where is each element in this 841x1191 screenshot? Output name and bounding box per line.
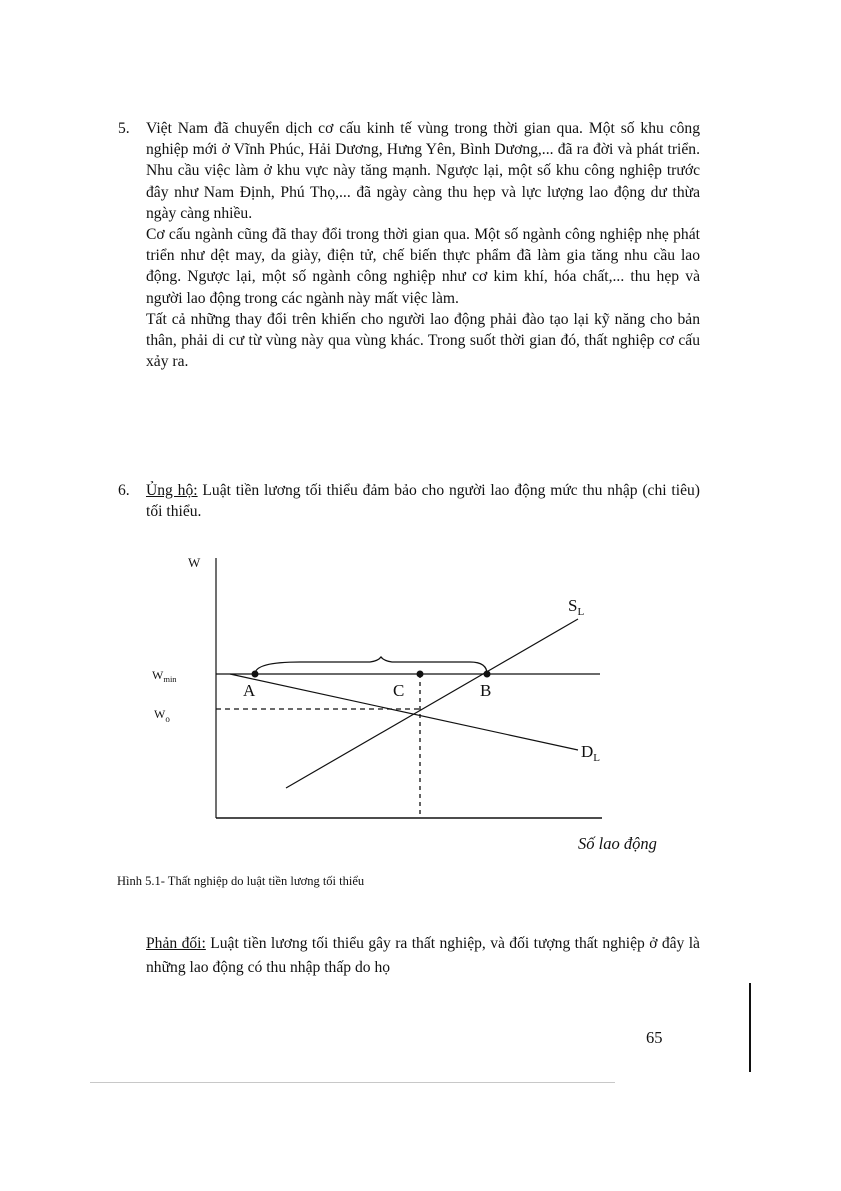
point-b-label: B: [480, 681, 492, 700]
figure-caption: Hình 5.1- Thất nghiệp do luật tiền lương tối thiểu: [117, 874, 365, 888]
point-a-label: A: [243, 681, 256, 700]
w-o-label: $W_o$: [154, 707, 170, 724]
item-6-body: [146, 480, 700, 522]
page-number: 65: [646, 1028, 663, 1047]
point-b-dot: [484, 671, 491, 678]
item-number-6: 6.: [118, 482, 130, 499]
wage-diagram: [150, 548, 710, 868]
scan-edge-line: [90, 1082, 615, 1083]
demand-label: $D_L$: [581, 742, 601, 764]
margin-bar: [749, 983, 751, 1072]
item-5-paragraph-1: Việt Nam đã chuyển dịch cơ cấu kinh tế vùng trong thời gian qua. Một số khu công nghiệp mới ở Vĩnh Phúc, Hải Dương, Hưng Yên, Bình Dương,... đã ra đời và phát triển. Nhu cầu việc làm ở khu vực này tăng mạnh. Ngược lại, một số khu công nghiệp trước đây như Nam Định, Phú Thọ,... đã ngày càng thu hẹp và lực lượng lao động dư thừa ngày càng nhiều.: [146, 120, 700, 222]
support-text: Luật tiền lương tối thiểu đảm bảo cho người lao động mức thu nhập (chi tiêu) tối thiểu.: [146, 482, 700, 521]
point-a-dot: [252, 671, 259, 678]
item-5-paragraph-2: Cơ cấu ngành cũng đã thay đổi trong thời gian qua. Một số ngành công nghiệp nhẹ phát triển như dệt may, da giày, điện tử, chế biến thực phẩm đã làm gia tăng nhu cầu lao động. Ngược lại, một số ngành công nghiệp như cơ kim khí, hóa chất,... thu hẹp và người lao động trong các ngành này mất việc làm.: [146, 226, 700, 307]
item-5-paragraph-3: Tất cả những thay đổi trên khiến cho người lao động phải đào tạo lại kỹ năng cho bản thân, phải di cư từ vùng này qua vùng khác. Trong suốt thời gian đó, thất nghiệp cơ cấu xảy ra.: [146, 310, 700, 371]
item-6-paragraph: [146, 480, 700, 522]
oppose-paragraph: [146, 932, 700, 979]
point-c-label: C: [393, 681, 405, 700]
list-item-5: [118, 118, 700, 372]
item-5-body: [146, 118, 700, 372]
list-item-6: [118, 480, 700, 522]
oppose-label: Phản đối:: [146, 935, 206, 952]
minimum-wage-figure: [150, 548, 710, 873]
item-number-5: 5.: [118, 120, 130, 137]
oppose-text: Luật tiền lương tối thiểu gây ra thất nghiệp, và đối tượng thất nghiệp ở đây là những lao động có thu nhập thấp do họ: [146, 935, 700, 976]
supply-curve: [286, 619, 578, 788]
unemployment-brace: [255, 657, 487, 674]
support-label: Ủng hộ:: [146, 482, 198, 499]
y-axis-label: W: [188, 555, 201, 570]
x-axis-label: Số lao động: [578, 834, 657, 853]
w-min-label: $W_{min}$: [152, 668, 177, 684]
supply-label: $S_L$: [568, 596, 585, 618]
point-c-dot: [417, 671, 424, 678]
